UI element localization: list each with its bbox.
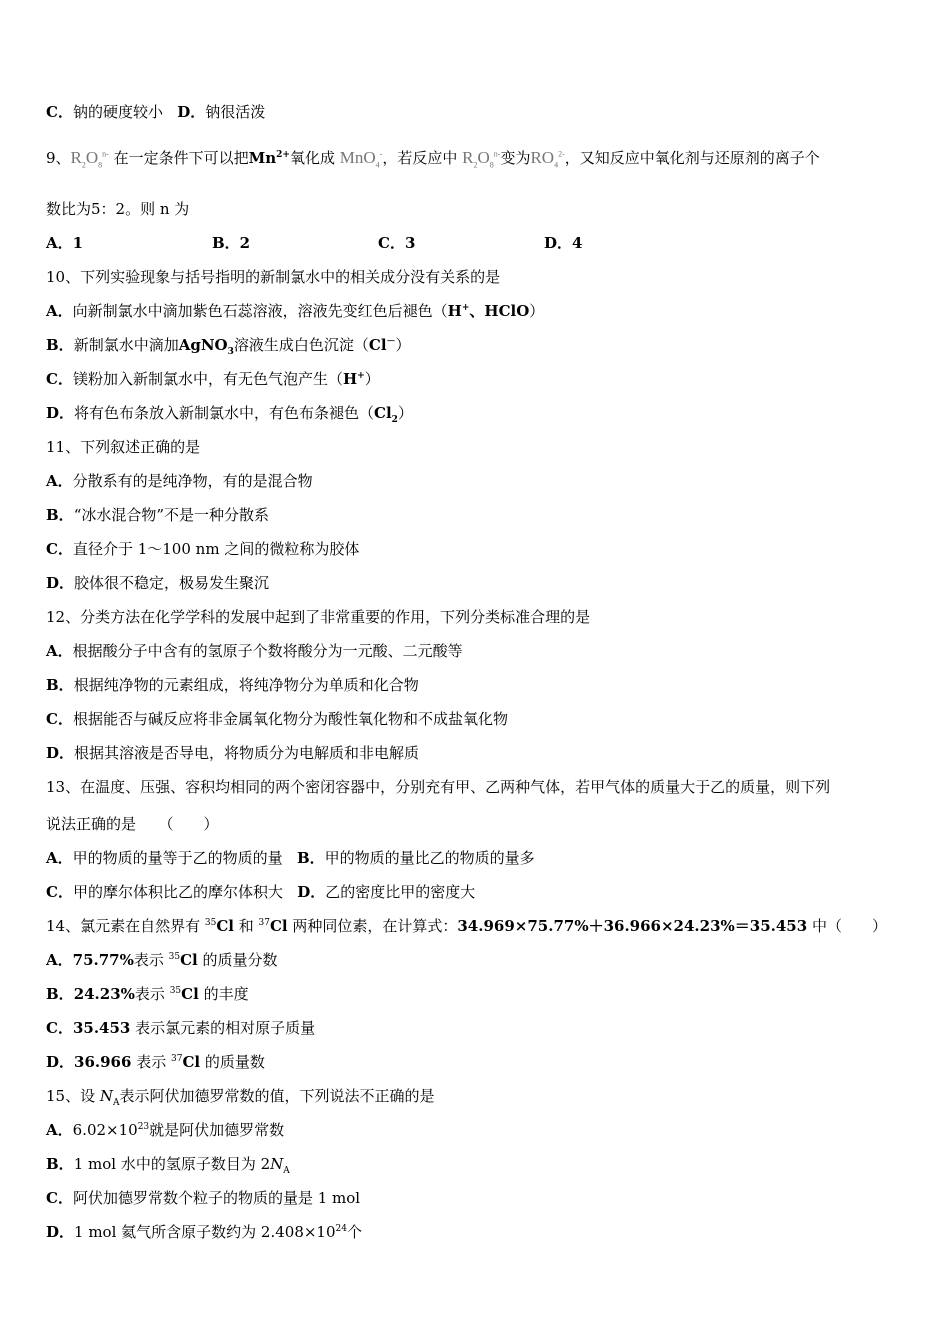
q10-option-d: D．将有色布条放入新制氯水中，有色布条褪色$(Cl_2)$ [46, 404, 413, 425]
q12-stem: 12、分类方法在化学学科的发展中起到了非常重要的作用，下列分类标准合理的是 [46, 608, 591, 626]
q9-options: A．1 B．2 C．3 D．4 [46, 234, 583, 252]
q11-option-d: D．胶体很不稳定，极易发生聚沉 [46, 574, 270, 592]
q15-option-d: D．1 mol 氦气所含原子数约为 $2.408\times 10^{24}$个 [46, 1223, 362, 1241]
q11-option-a: A．分散系有的是纯净物，有的是混合物 [46, 472, 313, 490]
q11-stem: 11、下列叙述正确的是 [46, 438, 201, 456]
formula-mno4: MnO$_4$- [339, 148, 383, 170]
q13-options-cd: C．甲的摩尔体积比乙的摩尔体积大 D．乙的密度比甲的密度大 [46, 883, 476, 901]
option-label: C． [46, 103, 73, 121]
q15-option-a: A．$6.02\times 10^{23}$就是阿伏加德罗常数 [46, 1121, 285, 1139]
q15-option-b: B．1 mol 水中的氢原子数目为 $2N_A$ [46, 1155, 290, 1176]
q8-options-cd [46, 102, 265, 122]
q10-option-b: B．新制氯水中滴加AgNO$_3$溶液生成白色沉淀（Cl－） [46, 336, 411, 357]
option-text: 钠很活泼 [205, 103, 266, 121]
q12-option-d: D．根据其溶液是否导电，将物质分为电解质和非电解质 [46, 744, 420, 762]
formula-r2o8: $R_2O_8^{n-}$ [462, 148, 501, 170]
q14-stem: 14、氯元素在自然界有 $^{35}$Cl 和 $^{37}$Cl 两种同位素，在计算式：34.969×75.77%＋36.966×24.23%＝35.453 中（ ） [46, 917, 887, 935]
q13-options-ab: A．甲的物质的量等于乙的物质的量 B．甲的物质的量比乙的物质的量多 [46, 849, 535, 867]
question-number: 9、 [46, 149, 71, 167]
q15-stem: 15、设 $N_A$表示阿伏加德罗常数的值，下列说法不正确的是 [46, 1087, 435, 1108]
q10-option-c: C．镁粉加入新制氯水中，有无色气泡产生（H+） [46, 370, 380, 388]
option-label: D． [177, 103, 206, 121]
q12-option-c: C．根据能否与碱反应将非金属氧化物分为酸性氧化物和不成盐氧化物 [46, 710, 508, 728]
option-text: 钠的硬度较小 [72, 103, 163, 121]
q12-option-b: B．根据纯净物的元素组成，将纯净物分为单质和化合物 [46, 676, 419, 694]
q14-option-d: D．36.966 表示 $^{37}$Cl 的质量数 [46, 1053, 265, 1071]
q9-stem-line2: 数比为5：2。则 n 为 [46, 200, 190, 218]
q14-option-c: C．35.453 表示氯元素的相对原子质量 [46, 1019, 316, 1037]
formula-ro4: $RO_4^{2-}$ [530, 148, 565, 170]
q13-stem-line1: 13、在温度、压强、容积均相同的两个密闭容器中，分别充有甲、乙两种气体，若甲气体的质量大于乙的质量，则下列 [46, 778, 831, 796]
q15-option-c: C．阿伏加德罗常数个粒子的物质的量是 1 mol [46, 1189, 361, 1207]
q11-option-c: C．直径介于 1～100 nm 之间的微粒称为胶体 [46, 540, 360, 558]
q11-option-b: B．“冰水混合物”不是一种分散系 [46, 506, 270, 524]
q14-option-b: B．24.23%表示 $^{35}$Cl 的丰度 [46, 985, 249, 1003]
q9-stem-line1: 9、$R_2O_8^{n-}$ 在一定条件下可以把$Mn^{2+}$氧化成 MnO$_4$-，若反应中 $R_2O_8^{n-}$变为$RO_4^{2-}$，又知反应中氧化剂与还原剂的离子个 [46, 148, 820, 170]
q14-option-a: A．75.77%表示 $^{35}$Cl 的质量分数 [46, 951, 278, 969]
q10-stem: 10、下列实验现象与括号指明的新制氯水中的相关成分没有关系的是 [46, 268, 501, 286]
q10-option-a: A．向新制氯水中滴加紫色石蕊溶液，溶液先变红色后褪色（H+、HClO） [46, 302, 545, 320]
q12-option-a: A．根据酸分子中含有的氢原子个数将酸分为一元酸、二元酸等 [46, 642, 463, 660]
q13-stem-line2: 说法正确的是 （ ） [46, 815, 219, 833]
formula-r2o8: $R_2O_8^{n-}$ [70, 148, 109, 170]
